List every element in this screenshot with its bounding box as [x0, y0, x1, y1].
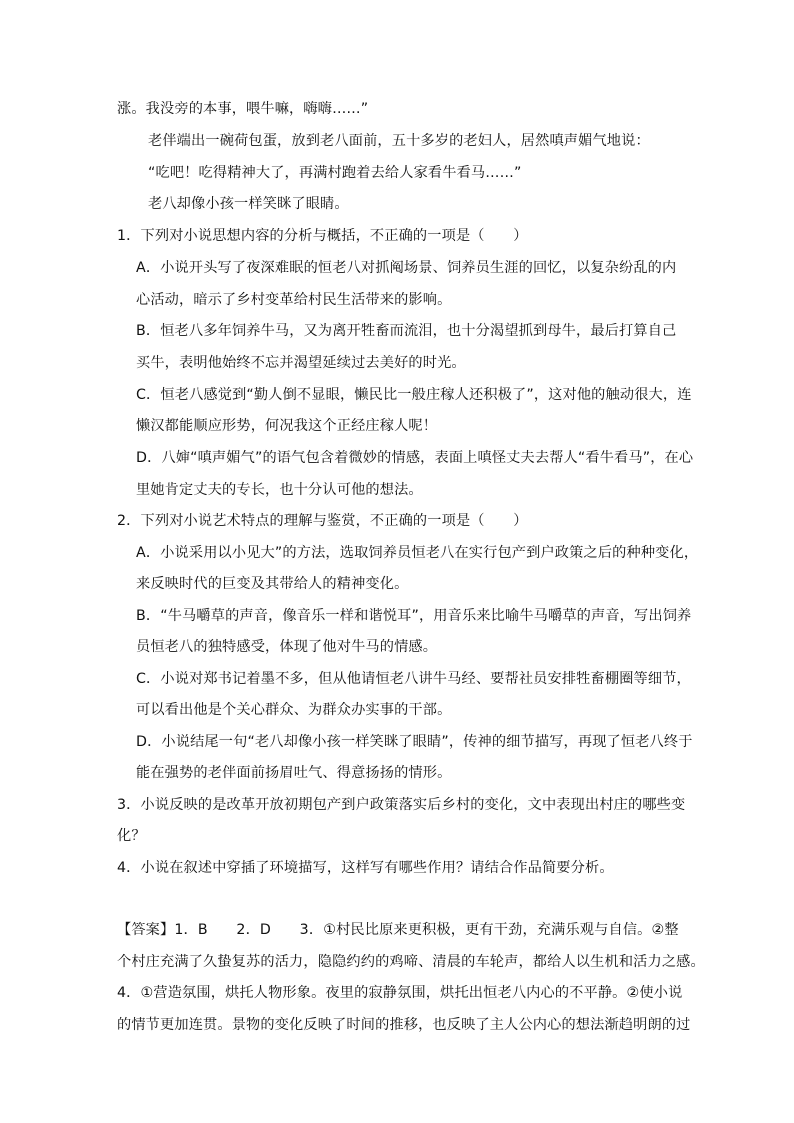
answer-line: 【答案】1．B 2．D 3．①村民比原来更积极，更有干劲，充满乐观与自信。②整: [117, 922, 679, 938]
passage-line: 老八却像小孩一样笑眯了眼睛。: [148, 196, 349, 212]
question-2-stem: 2．下列对小说艺术特点的理解与鉴赏，不正确的一项是（ ）: [117, 513, 528, 529]
answer-line: 的情节更加连贯。景物的变化反映了时间的推移，也反映了主人公内心的想法渐趋明朗的过: [117, 1017, 691, 1033]
question-4: 4．小说在叙述中穿插了环境描写，这样写有哪些作用？请结合作品简要分析。: [117, 860, 614, 876]
question-1-option-b-cont: 买牛，表明他始终不忘并渴望延续过去美好的时光。: [136, 355, 466, 371]
question-2-option-b: B．“牛马嚼草的声音，像音乐一样和谐悦耳”，用音乐来比喻牛马嚼草的声音，写出饲养: [136, 608, 692, 624]
passage-line: 涨。我没旁的本事，喂牛嘛，嗨嗨……”: [117, 101, 369, 117]
question-1-option-c-cont: 懒汉都能顺应形势，何况我这个正经庄稼人呢！: [136, 418, 438, 434]
passage-line: 老伴端出一碗荷包蛋，放到老八面前，五十多岁的老妇人，居然嗔声媚气地说：: [148, 133, 650, 149]
question-2-option-d-cont: 能在强势的老伴面前扬眉吐气、得意扬扬的情形。: [136, 765, 452, 781]
question-2-option-b-cont: 员恒老八的独特感受，体现了他对牛马的情感。: [136, 639, 438, 655]
passage-line: “吃吧！吃得精神大了，再满村跑着去给人家看牛看马……”: [148, 165, 522, 181]
question-2-option-a-cont: 来反映时代的巨变及其带给人的精神变化。: [136, 576, 409, 592]
question-1-option-d-cont: 里她肯定丈夫的专长，也十分认可他的想法。: [136, 482, 423, 498]
answer-line: 4．①营造氛围，烘托人物形象。夜里的寂静氛围，烘托出恒老八内心的不平静。②使小说: [117, 985, 683, 1001]
question-2-option-d: D．小说结尾一句“老八却像小孩一样笑眯了眼睛”，传神的细节描写，再现了恒老八终于: [136, 734, 693, 750]
question-1-option-c: C．恒老八感觉到“勤人倒不显眼，懒民比一般庄稼人还积极了”，这对他的触动很大，连: [136, 387, 692, 403]
question-1-option-a-cont: 心活动，暗示了乡村变革给村民生活带来的影响。: [136, 292, 452, 308]
question-2-option-c: C．小说对郑书记着墨不多，但从他请恒老八讲牛马经、要帮社员安排牲畜棚圈等细节，: [136, 671, 691, 687]
question-1-stem: 1．下列对小说思想内容的分析与概括，不正确的一项是（ ）: [117, 228, 528, 244]
question-2-option-a: A．小说采用以小见大”的方法，选取饲养员恒老八在实行包产到户政策之后的种种变化，: [136, 545, 699, 561]
question-1-option-d: D．八婶“嗔声媚气”的语气包含着微妙的情感，表面上嗔怪丈夫去帮人“看牛看马”，在心: [136, 450, 694, 466]
question-2-option-c-cont: 可以看出他是个关心群众、为群众办实事的干部。: [136, 702, 452, 718]
question-3: 3．小说反映的是改革开放初期包产到户政策落实后乡村的变化，文中表现出村庄的哪些变: [117, 797, 686, 813]
question-1-option-b: B．恒老八多年饲养牛马，又为离开牲畜而流泪，也十分渴望抓到母牛，最后打算自己: [136, 323, 677, 339]
question-3-cont: 化？: [117, 828, 146, 844]
question-1-option-a: A．小说开头写了夜深难眠的恒老八对抓阄场景、饲养员生涯的回忆，以复杂纷乱的内: [136, 260, 677, 276]
answer-line: 个村庄充满了久蛰复苏的活力，隐隐约约的鸡啼、清晨的车轮声，都给人以生机和活力之感。: [117, 954, 705, 970]
